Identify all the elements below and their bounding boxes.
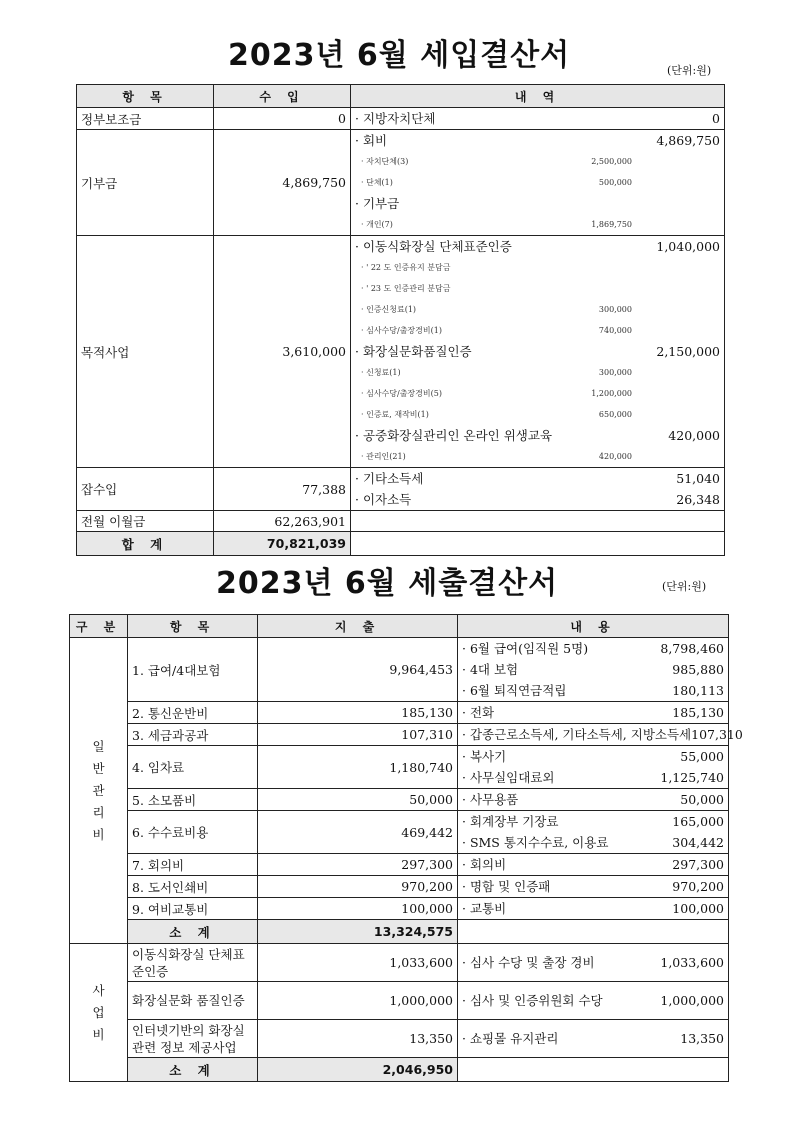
purpose-s7-amount: 650,000: [598, 410, 632, 419]
expense-detail-text: · 회계장부 기장료: [462, 814, 559, 829]
expense-table: [69, 614, 743, 1082]
business-row: [70, 944, 729, 982]
expense-detail-line: [462, 746, 724, 767]
expense-detail-amount: 970,200: [672, 879, 724, 894]
expense-amount: 107,310: [258, 724, 458, 746]
business-item: 이동식화장실 단체표준인증: [128, 944, 258, 982]
donation-s3-amount: 1,869,750: [591, 220, 632, 229]
business-detail-cell: [458, 944, 729, 982]
expense-detail-line: [462, 854, 724, 875]
expense-detail-line: [462, 638, 724, 659]
expense-row: [70, 898, 729, 920]
expense-item: 6. 수수료비용: [128, 811, 258, 854]
donation-amount: 4,869,750: [214, 130, 351, 236]
donation-s3: · 개인(7): [361, 220, 393, 229]
expense-detail-cell: [458, 702, 729, 724]
expense-detail-amount: 1,125,740: [660, 770, 724, 785]
expense-detail-amount: 50,000: [680, 792, 724, 807]
expense-row: [70, 854, 729, 876]
expense-detail-cell: [458, 724, 743, 746]
misc-amount: 77,388: [214, 468, 351, 511]
expense-detail-text: · 6월 퇴직연금적립: [462, 683, 567, 698]
header-content: 내 용: [458, 615, 729, 638]
expense-detail-text: · 교통비: [462, 901, 507, 916]
expense-amount: 970,200: [258, 876, 458, 898]
business-amount: 1,033,600: [258, 944, 458, 982]
expense-detail-line: [462, 680, 724, 701]
expense-amount: 50,000: [258, 789, 458, 811]
business-detail-line: [462, 1028, 724, 1049]
expense-detail-amount: 55,000: [680, 749, 724, 764]
expense-amount: 185,130: [258, 702, 458, 724]
donation-s2: · 단체(1): [361, 178, 393, 187]
business-detail-line: [462, 952, 724, 973]
donation-s1: · 자치단체(3): [361, 157, 409, 166]
carryover-amount: 62,263,901: [214, 511, 351, 532]
expense-detail-line: [462, 811, 724, 832]
expense-row: [70, 876, 729, 898]
general-subtotal-amount: 13,324,575: [258, 920, 458, 944]
row-donation: [77, 130, 725, 236]
purpose-l2: · 화장실문화품질인증: [355, 344, 472, 359]
business-item: 인터넷기반의 화장실 관련 정보 제공사업: [128, 1020, 258, 1058]
expense-amount: 297,300: [258, 854, 458, 876]
purpose-detail-cell: [351, 236, 725, 468]
business-row: [70, 1020, 729, 1058]
purpose-s5-amount: 300,000: [598, 368, 632, 377]
business-row: [70, 982, 729, 1020]
business-section: [70, 944, 729, 1082]
expense-detail-text: · SMS 통지수수료, 이용료: [462, 835, 609, 850]
expense-detail-cell: [458, 811, 729, 854]
business-detail-amount: 13,350: [680, 1031, 724, 1046]
donation-s2-amount: 500,000: [598, 178, 632, 187]
subsidy-item: 정부보조금: [77, 108, 214, 130]
purpose-s2: · ' 23 도 인증관리 분담금: [361, 284, 451, 293]
business-detail-cell: [458, 1020, 729, 1058]
expense-detail-cell: [458, 789, 729, 811]
business-subtotal-label: 소 계: [128, 1058, 258, 1082]
subsidy-detail-amount: 0: [712, 111, 720, 126]
business-detail-cell: [458, 982, 729, 1020]
expense-detail-cell: [458, 898, 729, 920]
purpose-amount: 3,610,000: [214, 236, 351, 468]
purpose-s7: · 인증료, 재작비(1): [361, 410, 429, 419]
expense-item: 8. 도서인쇄비: [128, 876, 258, 898]
row-purpose: [77, 236, 725, 468]
business-amount: 1,000,000: [258, 982, 458, 1020]
purpose-l1: · 이동식화장실 단체표준인증: [355, 239, 512, 254]
purpose-s8: · 관리인(21): [361, 452, 406, 461]
expense-detail-text: · 전화: [462, 705, 495, 720]
income-total-label: 합 계: [77, 532, 214, 556]
expense-detail-amount: 297,300: [672, 857, 724, 872]
expense-amount: 100,000: [258, 898, 458, 920]
general-subtotal-label: 소 계: [128, 920, 258, 944]
business-item: 화장실문화 품질인증: [128, 982, 258, 1020]
expense-item: 1. 급여/4대보험: [128, 638, 258, 702]
expense-detail-text: · 갑종근로소득세, 기타소득세, 지방소득세: [462, 727, 692, 742]
expense-detail-amount: 165,000: [672, 814, 724, 829]
expense-detail-amount: 180,113: [672, 683, 724, 698]
header-item: 항 목: [128, 615, 258, 638]
business-detail-line: [462, 990, 724, 1011]
row-carryover: [77, 511, 725, 532]
general-subtotal-row: [70, 920, 729, 944]
expense-detail-line: [462, 832, 724, 853]
expense-item: 4. 임차료: [128, 746, 258, 789]
income-title: 2023년 6월 세입결산서: [228, 38, 571, 73]
expense-unit: (단위:원): [662, 580, 707, 593]
purpose-s5: · 신청료(1): [361, 368, 401, 377]
expense-detail-amount: 185,130: [672, 705, 724, 720]
business-category-cell: [70, 944, 128, 1082]
subsidy-detail-cell: [351, 108, 725, 130]
expense-item: 9. 여비교통비: [128, 898, 258, 920]
expense-amount: 9,964,453: [258, 638, 458, 702]
expense-header-row: [70, 615, 729, 638]
subsidy-amount: 0: [214, 108, 351, 130]
expense-amount: 1,180,740: [258, 746, 458, 789]
donation-l1: · 회비: [355, 133, 388, 148]
expense-row: [70, 789, 729, 811]
header-income: 수 입: [214, 85, 351, 108]
expense-detail-line: [462, 789, 724, 810]
purpose-s8-amount: 420,000: [598, 452, 632, 461]
expense-detail-text: · 사무용품: [462, 792, 519, 807]
expense-detail-cell: [458, 638, 729, 702]
subsidy-detail: · 지방자치단체: [355, 111, 436, 126]
general-section: [70, 638, 743, 944]
expense-detail-cell: [458, 854, 729, 876]
purpose-s3-amount: 300,000: [598, 305, 632, 314]
expense-item: 3. 세금과공과: [128, 724, 258, 746]
income-unit: (단위:원): [667, 64, 712, 77]
purpose-l3-amount: 420,000: [668, 428, 720, 443]
header-expense: 지 출: [258, 615, 458, 638]
expense-detail-amount: 100,000: [672, 901, 724, 916]
expense-detail-cell: [458, 746, 729, 789]
misc-d1: · 기타소득세: [355, 471, 424, 486]
business-detail-amount: 1,033,600: [660, 955, 724, 970]
purpose-l1-amount: 1,040,000: [656, 239, 720, 254]
expense-row: [70, 638, 729, 702]
expense-item: 5. 소모품비: [128, 789, 258, 811]
expense-detail-line: [462, 898, 724, 919]
expense-title: 2023년 6월 세출결산서: [216, 566, 559, 601]
expense-detail-line: [462, 876, 724, 897]
expense-detail-line: [462, 659, 724, 680]
income-total-amount: 70,821,039: [214, 532, 351, 556]
purpose-s6-amount: 1,200,000: [591, 389, 632, 398]
expense-item: 7. 회의비: [128, 854, 258, 876]
expense-detail-text: · 사무실임대료외: [462, 770, 555, 785]
donation-item: 기부금: [77, 130, 214, 236]
purpose-s4-amount: 740,000: [598, 326, 632, 335]
expense-detail-text: · 명함 및 인증패: [462, 879, 551, 894]
business-amount: 13,350: [258, 1020, 458, 1058]
expense-detail-amount: 304,442: [672, 835, 724, 850]
expense-detail-amount: 8,798,460: [660, 641, 724, 656]
purpose-s1: · ' 22 도 인증유지 분담금: [361, 263, 451, 272]
purpose-item: 목적사업: [77, 236, 214, 468]
expense-row: [70, 724, 729, 746]
expense-detail-text: · 회의비: [462, 857, 507, 872]
income-table: [76, 84, 725, 556]
header-detail: 내 역: [351, 85, 725, 108]
donation-l2: · 기부금: [355, 196, 400, 211]
misc-detail-cell: [351, 468, 725, 511]
misc-d1-amount: 51,040: [676, 471, 720, 486]
expense-detail-line: [462, 702, 724, 723]
expense-detail-cell: [458, 876, 729, 898]
business-detail-text: · 심사 수당 및 출장 경비: [462, 955, 595, 970]
business-detail-amount: 1,000,000: [660, 993, 724, 1008]
donation-s1-amount: 2,500,000: [591, 157, 632, 166]
expense-detail-amount: 107,310: [691, 727, 743, 742]
business-subtotal-amount: 2,046,950: [258, 1058, 458, 1082]
row-income-total: [77, 532, 725, 556]
expense-detail-line: [462, 767, 724, 788]
donation-l1-amount: 4,869,750: [656, 133, 720, 148]
misc-d2: · 이자소득: [355, 492, 412, 507]
expense-detail-line: [462, 724, 743, 745]
expense-detail-amount: 985,880: [672, 662, 724, 677]
expense-row: [70, 746, 729, 789]
purpose-l3: · 공중화장실관리인 온라인 위생교육: [355, 428, 553, 443]
expense-detail-text: · 6월 급여(임직원 5명): [462, 641, 589, 656]
donation-detail-cell: [351, 130, 725, 236]
expense-amount: 469,442: [258, 811, 458, 854]
row-subsidy: [77, 108, 725, 130]
misc-d2-amount: 26,348: [676, 492, 720, 507]
expense-row: [70, 702, 729, 724]
business-detail-text: · 심사 및 인증위원회 수당: [462, 993, 603, 1008]
expense-detail-text: · 복사기: [462, 749, 507, 764]
purpose-s3: · 인증신청료(1): [361, 305, 417, 314]
expense-row: [70, 811, 729, 854]
purpose-s6: · 심사수당/출장경비(5): [361, 389, 442, 398]
purpose-l2-amount: 2,150,000: [656, 344, 720, 359]
expense-item: 2. 통신운반비: [128, 702, 258, 724]
misc-item: 잡수입: [77, 468, 214, 511]
header-item: 항 목: [77, 85, 214, 108]
business-category-label: 사업비: [92, 982, 105, 1042]
row-misc: [77, 468, 725, 511]
purpose-s4: · 심사수당/출장경비(1): [361, 326, 442, 335]
general-category-label: 일반관리비: [92, 738, 105, 842]
business-detail-text: · 쇼핑몰 유지관리: [462, 1031, 559, 1046]
general-category-cell: [70, 638, 128, 944]
expense-detail-text: · 4대 보험: [462, 662, 519, 677]
income-header-row: [77, 85, 725, 108]
business-subtotal-row: [70, 1058, 729, 1082]
carryover-item: 전월 이월금: [77, 511, 214, 532]
header-category: 구 분: [70, 615, 128, 638]
